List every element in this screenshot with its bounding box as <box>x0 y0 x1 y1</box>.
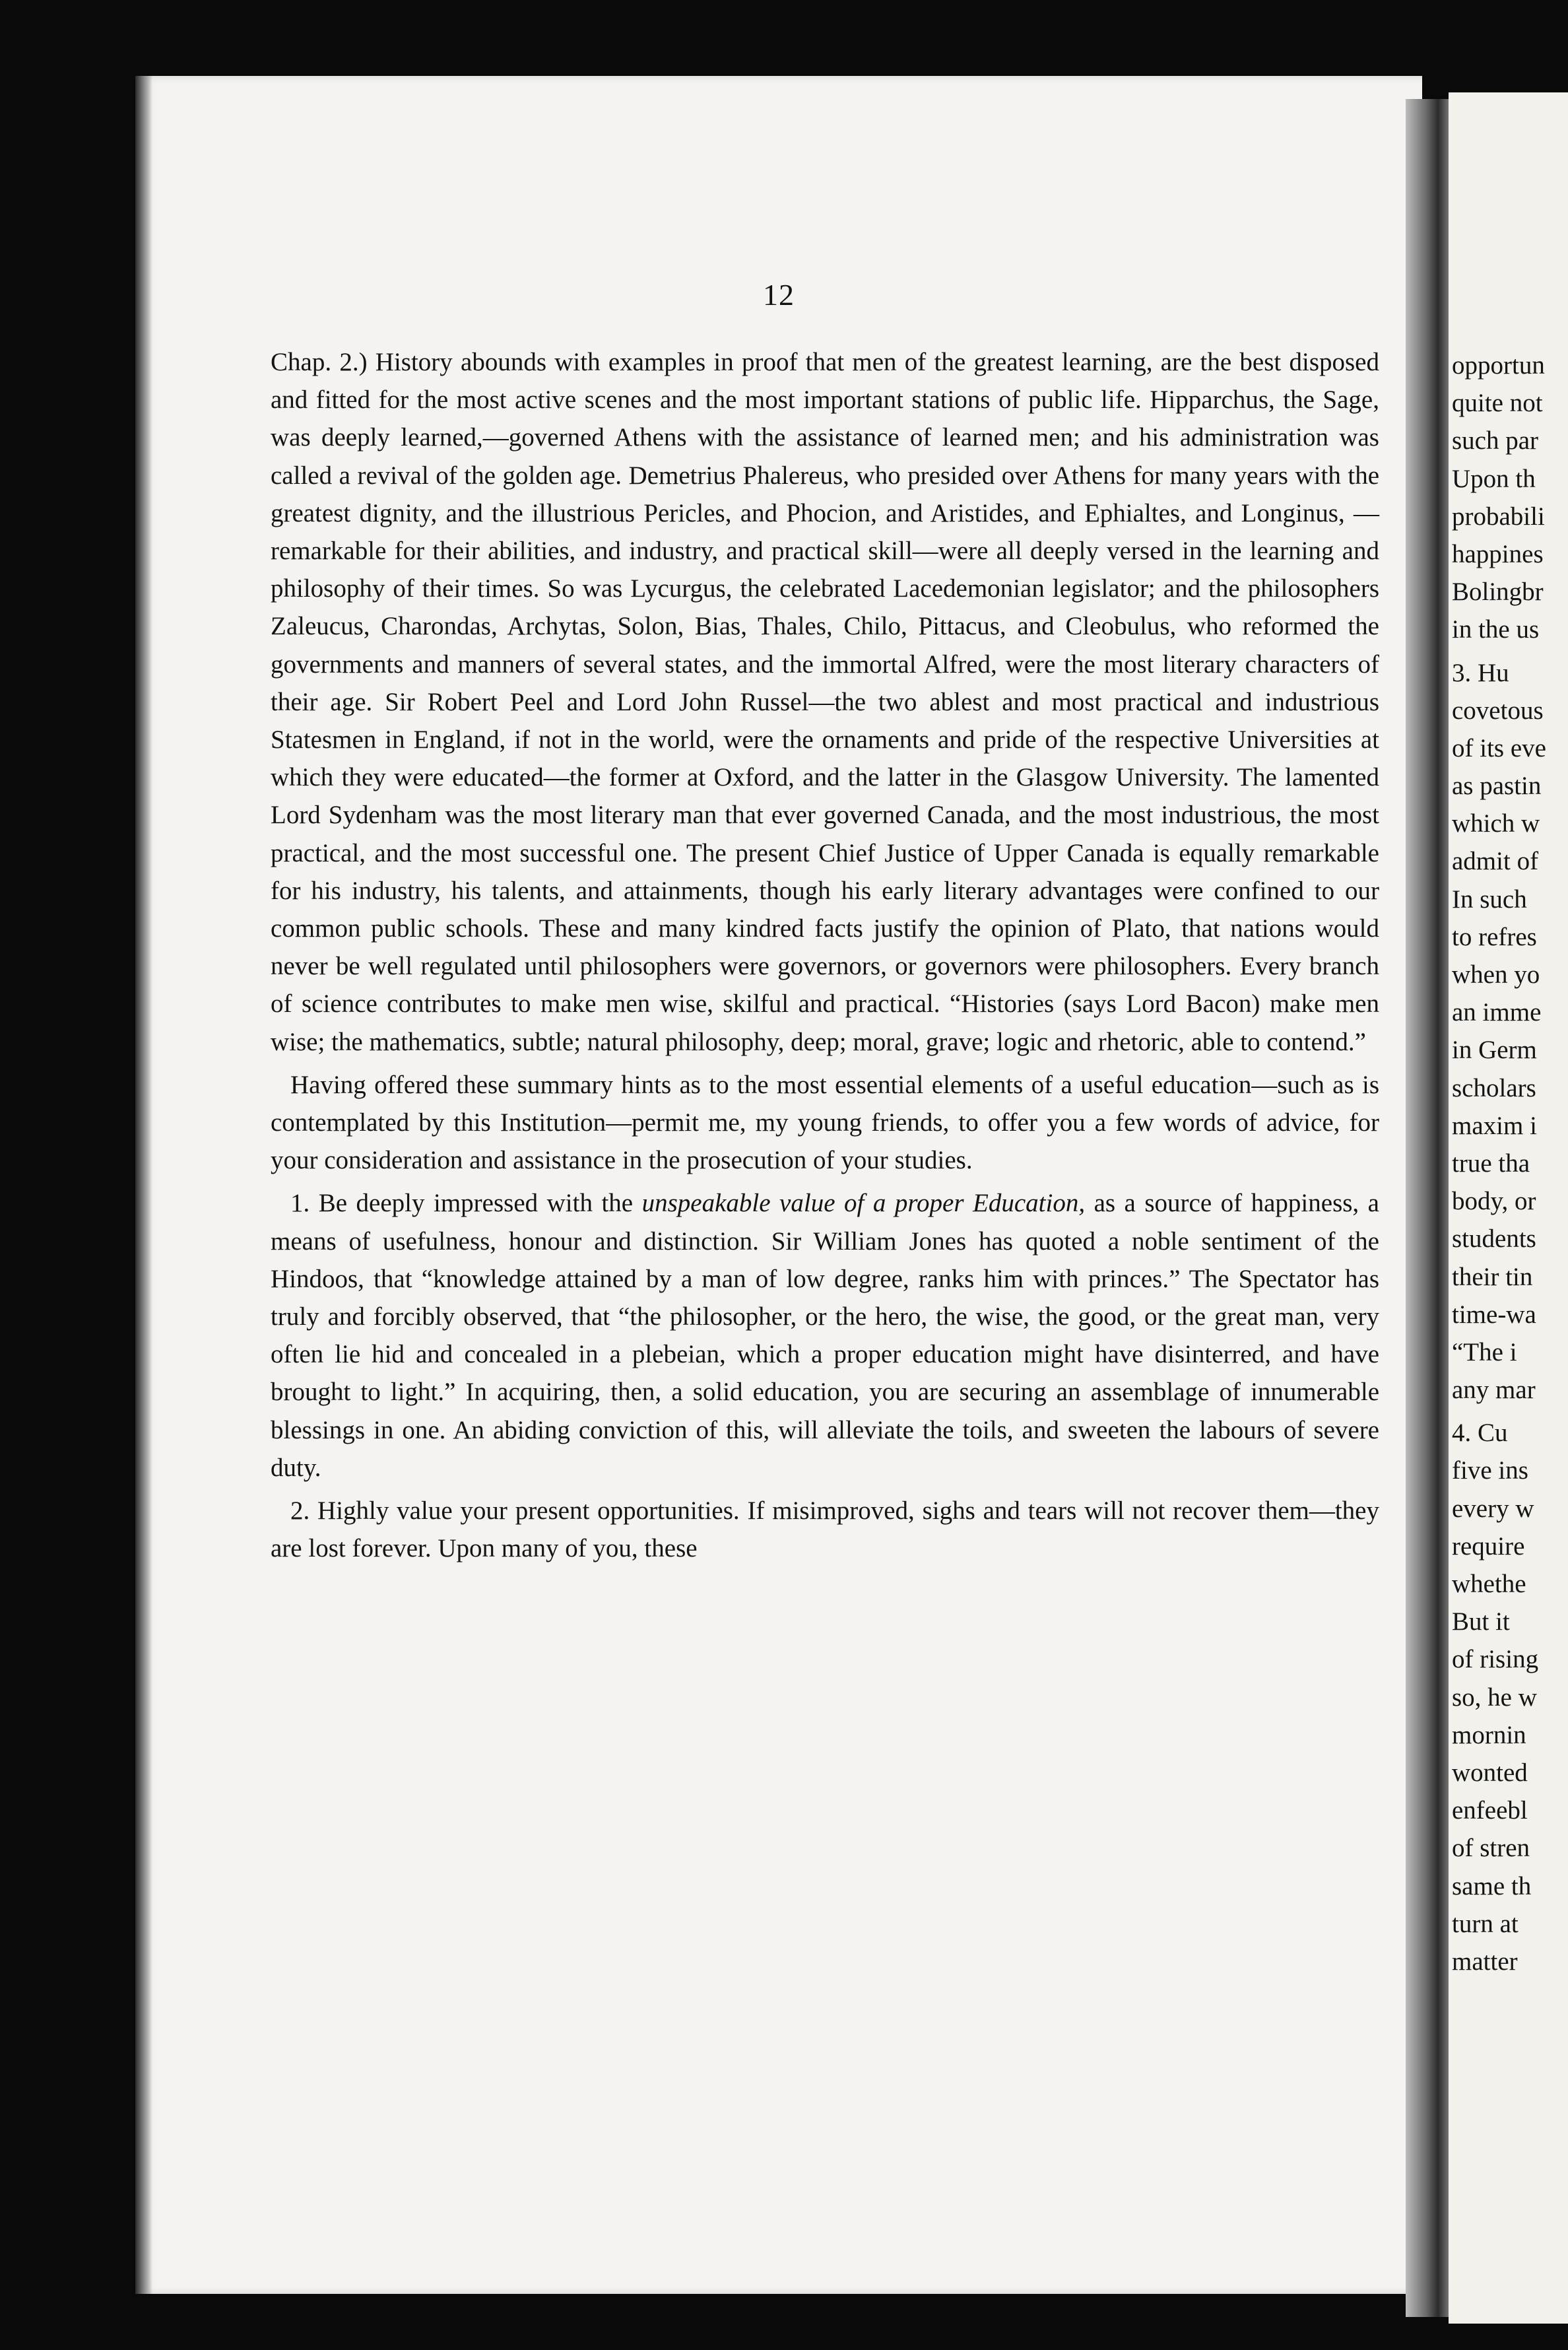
facing-page-line: “The i <box>1452 1337 1517 1366</box>
facing-page-line: such par <box>1452 426 1539 455</box>
body-text <box>271 343 1379 1568</box>
facing-page-line: students <box>1452 1225 1536 1254</box>
facing-page-line: as pastin <box>1452 772 1542 801</box>
facing-page-line: in the us <box>1452 615 1540 644</box>
facing-page-line: whethe <box>1452 1570 1526 1598</box>
text-run: as a source of happiness, a means of usefulness, honour and distinction. Sir William Jones has quoted a noble sentiment of the Hindoos, that “knowledge attained by a man of low degree, ranks him with princes.” The Spectator has truly and forcibly observed, that “the philosopher, or the hero, the wise, the good, or the great man, very often lie hid and concealed in a plebeian, which a proper education might have disinterred, and have brought to light.” In acquiring, then, a solid education, you are securing an assemblage of innumerable blessings in one. An abiding conviction of this, will alleviate the toils, and sweeten the labours of severe duty. <box>271 1189 1379 1482</box>
facing-page-line: of rising <box>1452 1645 1539 1674</box>
facing-page-line: wonted <box>1452 1758 1528 1787</box>
facing-page-line: But it <box>1452 1607 1510 1636</box>
facing-page-line: time-wa <box>1452 1300 1536 1329</box>
facing-page-line: 3. Hu <box>1452 658 1509 687</box>
facing-page-line: their tin <box>1452 1262 1533 1291</box>
facing-page-line: body, or <box>1452 1187 1536 1216</box>
facing-page-line: mornin <box>1452 1720 1526 1749</box>
paragraph <box>271 1066 1379 1180</box>
facing-page-line: which w <box>1452 809 1540 838</box>
paragraph <box>271 343 1379 1061</box>
facing-page-line: turn at <box>1452 1909 1519 1938</box>
facing-page-line: every w <box>1452 1494 1534 1523</box>
facing-page-line: any mar <box>1452 1376 1536 1405</box>
text-run: Chap. 2.) History abounds with examples in proof that men of the greatest learning, are the best disposed and fitted for the most active scenes and the most important stations of public life. Hipparchus, the Sage, was deeply learned,—governed Athens with the assistance of learned men; and his administration was called a revival of the golden age. Demetrius Phalereus, who presided over Athens for many years with the greatest dignity, and the illustrious Pericles, and Phocion, and Aristides, and Ephialtes, and Longinus, —remarkable for their abilities, and industry, and practical skill—were all deeply versed in the learning and philosophy of their times. So was Lycurgus, the celebrated Lacedemonian legislator; and the philosophers Zaleucus, Charondas, Archytas, Solon, Bias, Thales, Chilo, Pittacus, and Cleobulus, who reformed the governments and manners of several states, and the immortal Alfred, were the most literary characters of their age. Sir Robert Peel and Lord John Russel—the two ablest and most practical and industrious Statesmen in England, if not in the world, were the ornaments and pride of the respective Universities at which they were educated—the former at Oxford, and the latter in the Glasgow University. The lamented Lord Sydenham was the most literary man that ever governed Canada, and the most industrious, the most practical, and the most successful one. The present Chief Justice of Upper Canada is equally remarkable for his industry, his talents, and attainments, though his early literary advantages were confined to our common public schools. These and many kindred facts justify the opinion of Plato, that nations would never be well regulated until philosophers were governors, or governors were philosophers. Every branch of science contributes to make men wise, skilful and practical. “Histories (says Lord Bacon) make men wise; the mathematics, subtle; natural philosophy, deep; moral, grave; logic and rhetoric, able to contend.” <box>271 348 1379 1056</box>
facing-page-line: same th <box>1452 1871 1532 1900</box>
facing-page-line: Bolingbr <box>1452 578 1544 607</box>
italic-text: unspeakable value of a proper Education, <box>641 1189 1086 1218</box>
facing-page-line: so, he w <box>1452 1683 1537 1712</box>
facing-page-line: covetous <box>1452 696 1544 725</box>
facing-page-line: true tha <box>1452 1149 1530 1178</box>
book-gutter <box>1406 99 1452 2317</box>
facing-page-line: an imme <box>1452 998 1542 1027</box>
page-number: 12 <box>763 278 795 312</box>
facing-page-line: matter <box>1452 1947 1518 1976</box>
facing-page-line: in Germ <box>1452 1036 1537 1065</box>
facing-page-line: require <box>1452 1531 1525 1561</box>
paragraph <box>271 1184 1379 1487</box>
facing-page-line: of stren <box>1452 1834 1530 1863</box>
paragraph <box>271 1492 1379 1567</box>
facing-page-line: opportun <box>1452 351 1545 380</box>
text-run: 1. Be deeply impressed with the <box>290 1189 642 1218</box>
facing-page-line: of its eve <box>1452 733 1546 762</box>
facing-page-line: 4. Cu <box>1452 1419 1508 1448</box>
facing-page-text <box>1452 347 1568 1980</box>
text-run: Having offered these summary hints as to the most essential elements of a useful education—such as is contemplated by this Institution—permit me, my young friends, to offer you a few words of advice, for your consideration and assistance in the prosecution of your studies. <box>271 1070 1379 1175</box>
facing-page-line: Upon th <box>1452 464 1536 493</box>
facing-page-line: probabili <box>1452 502 1545 531</box>
facing-page-line: scholars <box>1452 1073 1536 1102</box>
facing-page-line: maxim i <box>1452 1111 1537 1140</box>
facing-page-line: admit of <box>1452 847 1539 876</box>
facing-page-line: happines <box>1452 539 1544 568</box>
text-run: 2. Highly value your present opportunities. If misimproved, sighs and tears will not recover them—they are lost forever. Upon many of you, these <box>271 1496 1379 1563</box>
facing-page-line: In such <box>1452 885 1527 914</box>
facing-page-line: five ins <box>1452 1456 1528 1485</box>
facing-page-line: when yo <box>1452 960 1540 989</box>
facing-page-line: quite not <box>1452 389 1543 418</box>
facing-page-line: to refres <box>1452 922 1537 951</box>
facing-page-line: enfeebl <box>1452 1796 1528 1825</box>
